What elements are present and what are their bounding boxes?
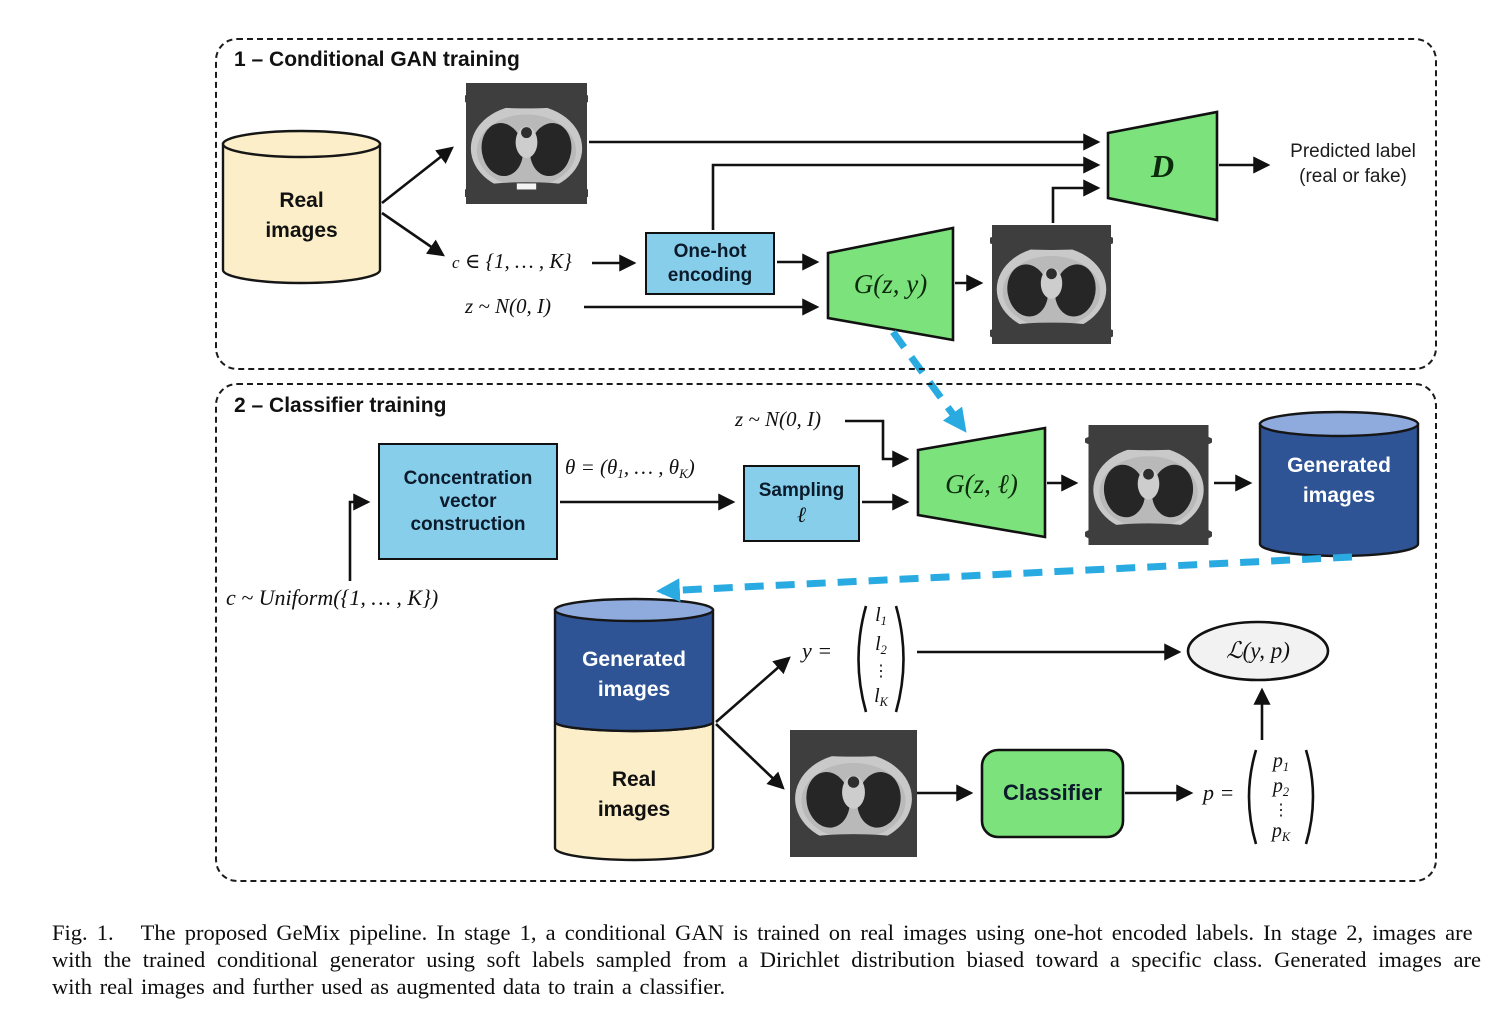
mixed-generated-line2: images	[597, 678, 671, 701]
predicted-line1: Predicted label	[1290, 141, 1416, 162]
theta-s1: 1	[617, 466, 624, 482]
generated-cylinder-line1: Generated	[1287, 454, 1391, 477]
mixed-cylinder-generated-label	[555, 642, 713, 708]
p-entry-1: $p_1$	[1272, 750, 1290, 774]
concentration-line3: construction	[410, 514, 526, 536]
theta-p1: θ = (θ	[565, 455, 618, 479]
p-vector-entries	[1261, 750, 1301, 842]
concentration-line2: vector	[439, 490, 497, 512]
class-rest: ∈ {1, … , K}	[459, 249, 572, 273]
mixed-ct-image	[790, 730, 917, 857]
onehot-line1: One-hot	[673, 241, 747, 263]
real-cylinder-line2: images	[265, 219, 338, 242]
generator-gzy-label: G(z, y)	[853, 268, 928, 299]
noise-label-stage2: z ~ N(0, I)	[735, 407, 822, 431]
sampling-ell-symbol: ℓ	[796, 501, 807, 527]
y-entry-dots: ⋮	[873, 663, 889, 681]
theta-label	[565, 455, 695, 482]
generated-ct-image-stage2	[1085, 425, 1212, 545]
concentration-line1: Concentration	[403, 467, 533, 489]
theta-s2: K	[679, 466, 688, 482]
y-entry-2: $l_2$	[875, 632, 887, 657]
onehot-line2: encoding	[667, 264, 753, 286]
y-entry-1: $l_1$	[875, 604, 887, 628]
uniform-label: c ~ Uniform({1, … , K})	[226, 585, 439, 610]
p-entry-2: $p_2$	[1272, 774, 1290, 799]
generated-ct-image-stage1	[990, 225, 1113, 344]
classifier-box-label: Classifier	[1002, 780, 1103, 806]
p-entry-k: $p_K$	[1271, 819, 1291, 844]
mixed-cylinder-real-label	[555, 762, 713, 828]
caption-line2: with the trained conditional generator using soft labels sampled from a Dirichlet distribution biased toward a specific class. Generated images are	[52, 947, 1481, 972]
caption-line3: with real images and further used as augmented data to train a classifier.	[52, 974, 726, 999]
figure-caption	[52, 919, 1492, 1000]
y-vector-entries	[861, 604, 901, 710]
real-cylinder-line1: Real	[279, 189, 324, 212]
mixed-generated-line1: Generated	[582, 648, 686, 671]
generated-images-cylinder-label	[1260, 448, 1418, 514]
mixed-real-line1: Real	[611, 768, 657, 791]
y-vector-lhs: y =	[802, 638, 833, 663]
class-set-label	[452, 249, 572, 274]
onehot-encoding-box	[645, 232, 775, 295]
noise-label-stage1: z ~ N(0, I)	[465, 294, 552, 318]
sampling-line1: Sampling	[758, 479, 845, 501]
generated-cylinder-line2: images	[1302, 484, 1376, 507]
class-var: c	[452, 253, 460, 272]
sampling-box	[743, 465, 860, 542]
p-vector-lhs: p =	[1203, 780, 1235, 805]
mixed-real-line2: images	[597, 798, 671, 821]
caption-line1: Fig. 1. The proposed GeMix pipeline. In stage 1, a conditional GAN is trained on real images using one-hot encoded labels. In stage 2, images are	[52, 920, 1473, 945]
theta-p2: , … , θ	[623, 455, 680, 479]
predicted-line2: (real or fake)	[1299, 166, 1407, 187]
real-images-cylinder-label	[223, 184, 380, 248]
stage1-title: 1 – Conditional GAN training	[234, 48, 520, 71]
discriminator-label: D	[1150, 147, 1175, 184]
concentration-box	[378, 443, 558, 560]
stage2-title: 2 – Classifier training	[234, 394, 447, 417]
stage1-panel	[215, 38, 1437, 370]
loss-label: ℒ(y, p)	[1226, 638, 1290, 663]
y-entry-k: $l_K$	[874, 685, 888, 709]
p-entry-dots: ⋮	[1273, 801, 1289, 819]
theta-p3: )	[687, 455, 695, 479]
real-ct-image	[465, 83, 588, 204]
generator-gzl-label: G(z, ℓ)	[945, 468, 1018, 499]
predicted-label	[1278, 139, 1428, 189]
